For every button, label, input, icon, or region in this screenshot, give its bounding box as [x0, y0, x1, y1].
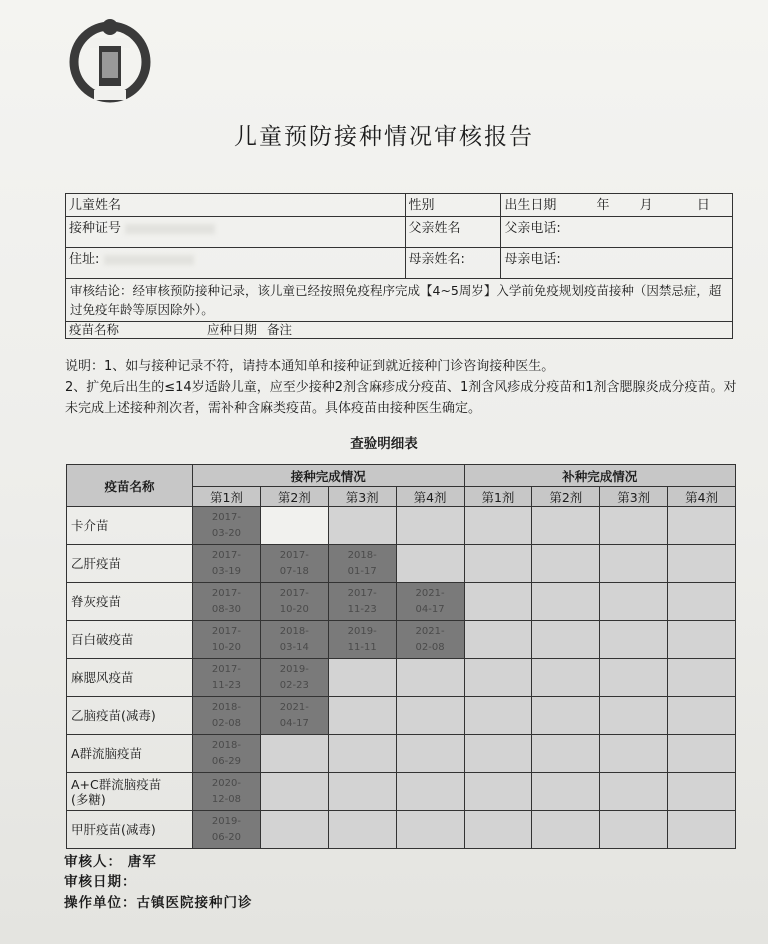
- catchup-dose-header: 第3剂: [600, 487, 668, 507]
- empty-cell: [464, 659, 532, 697]
- empty-cell: [532, 697, 600, 735]
- empty-cell: [260, 773, 328, 811]
- dose-date-cell: 2020- 12-08: [193, 773, 261, 811]
- dose-date-cell: 2018- 06-29: [193, 735, 261, 773]
- vaccine-name: 脊灰疫苗: [67, 583, 193, 621]
- done-dose-header: 第1剂: [193, 487, 261, 507]
- grid-done-header: 接种完成情况: [193, 465, 465, 487]
- empty-cell: [532, 735, 600, 773]
- catchup-dose-header: 第1剂: [464, 487, 532, 507]
- vaccine-name: 麻腮风疫苗: [67, 659, 193, 697]
- empty-cell: [328, 811, 396, 849]
- done-dose-header: 第3剂: [328, 487, 396, 507]
- dose-date-cell: 2019- 11-11: [328, 621, 396, 659]
- empty-cell: [600, 621, 668, 659]
- vaccine-name: 卡介苗: [67, 507, 193, 545]
- dose-date-cell: 2017- 11-23: [328, 583, 396, 621]
- dose-date-cell: 2017- 10-20: [193, 621, 261, 659]
- dose-date-cell: 2018- 02-08: [193, 697, 261, 735]
- table-row: [67, 621, 736, 659]
- dose-date-cell: 2017- 08-30: [193, 583, 261, 621]
- empty-cell: [464, 735, 532, 773]
- vaccine-name: A群流脑疫苗: [67, 735, 193, 773]
- empty-cell: [532, 507, 600, 545]
- vaccine-name: 乙肝疫苗: [67, 545, 193, 583]
- empty-cell: [396, 507, 464, 545]
- vaccine-name: A+C群流脑疫苗 (多糖): [67, 773, 193, 811]
- empty-cell: [532, 583, 600, 621]
- dose-date-cell: 2017- 03-20: [193, 507, 261, 545]
- empty-cell: [668, 621, 736, 659]
- empty-cell: [396, 811, 464, 849]
- table-row: [67, 507, 736, 545]
- empty-cell: [600, 735, 668, 773]
- redacted-value: [104, 255, 194, 265]
- child-name-field: 儿童姓名: [66, 194, 406, 217]
- table-row: [67, 659, 736, 697]
- birth-date-field: 出生日期 年 月 日: [501, 194, 733, 217]
- empty-cell: [600, 811, 668, 849]
- address-field: 住址:: [66, 248, 406, 279]
- dose-date-cell: 2019- 02-23: [260, 659, 328, 697]
- grid-vaccine-header: 疫苗名称: [67, 465, 193, 507]
- empty-cell: [464, 583, 532, 621]
- empty-cell: [668, 545, 736, 583]
- note-1: 说明：1、如与接种记录不符，请持本通知单和接种证到就近接种门诊咨询接种医生。: [65, 359, 555, 374]
- vaccine-name: 乙脑疫苗(减毒): [67, 697, 193, 735]
- report-title: 儿童预防接种情况审核报告: [234, 124, 534, 150]
- empty-cell: [464, 811, 532, 849]
- vaccine-header-row: 疫苗名称 应种日期 备注: [66, 322, 733, 339]
- empty-cell: [532, 811, 600, 849]
- empty-cell: [328, 659, 396, 697]
- empty-cell: [532, 545, 600, 583]
- dose-date-cell: 2019- 06-20: [193, 811, 261, 849]
- empty-cell: [668, 811, 736, 849]
- dose-date-cell: 2017- 10-20: [260, 583, 328, 621]
- empty-cell: [464, 507, 532, 545]
- dose-date-cell: 2017- 07-18: [260, 545, 328, 583]
- grid-catchup-header: 补种完成情况: [464, 465, 736, 487]
- dose-date-cell: 2018- 01-17: [328, 545, 396, 583]
- empty-cell: [396, 735, 464, 773]
- auditor-line: 审核人： 唐军: [64, 854, 157, 870]
- empty-cell: [260, 811, 328, 849]
- cert-number-field: 接种证号: [66, 217, 406, 248]
- empty-cell: [260, 735, 328, 773]
- audit-date-line: 审核日期：: [64, 874, 137, 890]
- empty-cell: [600, 583, 668, 621]
- empty-cell: [396, 773, 464, 811]
- catchup-dose-header: 第4剂: [668, 487, 736, 507]
- empty-cell: [328, 697, 396, 735]
- empty-cell: [668, 583, 736, 621]
- table-row: [67, 545, 736, 583]
- dose-date-cell: 2021- 02-08: [396, 621, 464, 659]
- empty-cell: [600, 545, 668, 583]
- child-info-table: [65, 193, 733, 339]
- dose-date-cell: 2021- 04-17: [260, 697, 328, 735]
- empty-cell: [600, 773, 668, 811]
- empty-cell: [260, 507, 328, 545]
- empty-cell: [328, 773, 396, 811]
- empty-cell: [532, 773, 600, 811]
- table-row: [67, 735, 736, 773]
- empty-cell: [464, 545, 532, 583]
- father-name-field: 父亲姓名: [405, 217, 501, 248]
- empty-cell: [668, 773, 736, 811]
- table-row: [67, 773, 736, 811]
- empty-cell: [464, 697, 532, 735]
- done-dose-header: 第2剂: [260, 487, 328, 507]
- empty-cell: [668, 697, 736, 735]
- empty-cell: [600, 507, 668, 545]
- redacted-value: [125, 224, 215, 234]
- empty-cell: [668, 507, 736, 545]
- empty-cell: [600, 659, 668, 697]
- dose-date-cell: 2017- 11-23: [193, 659, 261, 697]
- sex-field: 性别: [405, 194, 501, 217]
- empty-cell: [532, 621, 600, 659]
- empty-cell: [396, 659, 464, 697]
- empty-cell: [396, 545, 464, 583]
- detail-table-title: 查验明细表: [350, 436, 418, 452]
- vaccination-logo-icon: [64, 18, 156, 104]
- empty-cell: [328, 735, 396, 773]
- empty-cell: [668, 735, 736, 773]
- vaccination-detail-table: [66, 464, 736, 849]
- empty-cell: [532, 659, 600, 697]
- empty-cell: [464, 773, 532, 811]
- father-phone-field: 父亲电话:: [501, 217, 733, 248]
- mother-phone-field: 母亲电话:: [501, 248, 733, 279]
- audit-conclusion: 审核结论：经审核预防接种记录，该儿童已经按照免疫程序完成【4~5周岁】入学前免疫规划疫苗接种（因禁忌症，超过免疫年龄等原因除外）。: [66, 279, 733, 322]
- mother-name-field: 母亲姓名:: [405, 248, 501, 279]
- vaccine-name: 甲肝疫苗(减毒): [67, 811, 193, 849]
- notes-block: [65, 356, 745, 419]
- table-row: [67, 697, 736, 735]
- empty-cell: [464, 621, 532, 659]
- dose-date-cell: 2021- 04-17: [396, 583, 464, 621]
- done-dose-header: 第4剂: [396, 487, 464, 507]
- empty-cell: [600, 697, 668, 735]
- empty-cell: [668, 659, 736, 697]
- operating-unit-line: 操作单位：古镇医院接种门诊: [64, 895, 253, 911]
- empty-cell: [328, 507, 396, 545]
- catchup-dose-header: 第2剂: [532, 487, 600, 507]
- dose-date-cell: 2018- 03-14: [260, 621, 328, 659]
- dose-date-cell: 2017- 03-19: [193, 545, 261, 583]
- vaccine-name: 百白破疫苗: [67, 621, 193, 659]
- empty-cell: [396, 697, 464, 735]
- table-row: [67, 811, 736, 849]
- table-row: [67, 583, 736, 621]
- note-2: 2、扩免后出生的≤14岁适龄儿童，应至少接种2剂含麻疹成分疫苗、1剂含风疹成分疫苗和1剂含腮腺炎成分疫苗。对未完成上述接种剂次者，需补种含麻类疫苗。具体疫苗由接种医生确定。: [65, 380, 737, 416]
